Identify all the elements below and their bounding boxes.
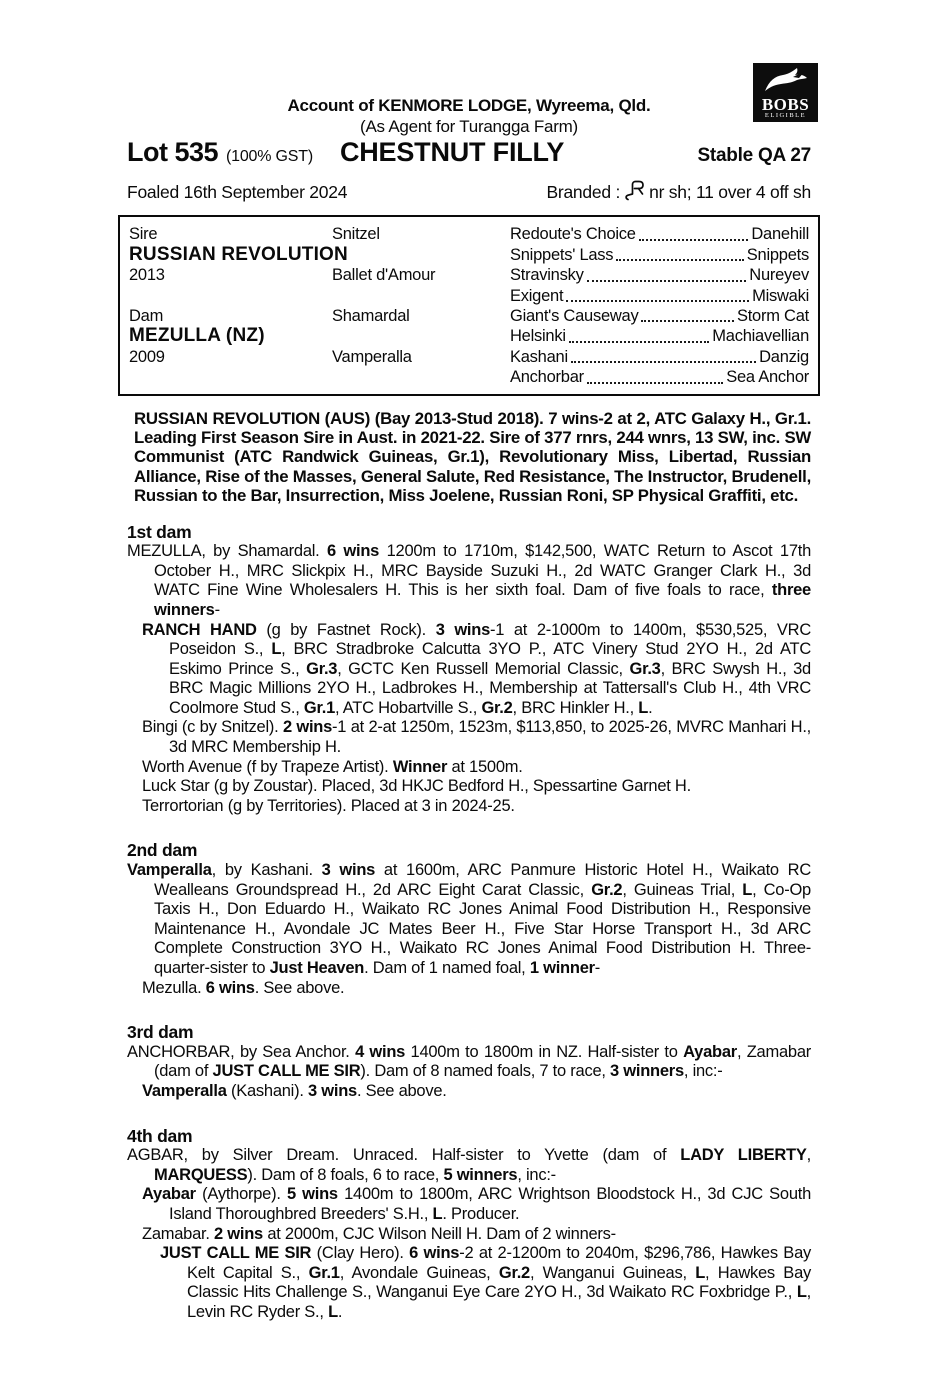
bold-text: 2 wins: [282, 718, 333, 737]
text: ,: [806, 1146, 811, 1165]
text: . Dam of 1 named foal,: [364, 959, 530, 977]
ancestor-name: Snippets' Lass: [510, 245, 614, 264]
text: MEZULLA, by Shamardal.: [127, 542, 327, 561]
dot-leader: [587, 363, 723, 383]
text: -: [214, 600, 220, 619]
pedigree-paragraph: [142, 777, 811, 797]
text: , Wanganui Guineas,: [529, 1263, 696, 1282]
dot-leader: [639, 220, 749, 240]
text: 1200m to 1710m, $142,500, WATC Return to Ascot 17th October H., MRC Slickpix H., MRC Bayside Suzuki H., 2d WATC Granger Clark H., 3d WATC Fine Wine Wholesalers H. This is her sixth foal. Dam of five foals to race,: [154, 542, 812, 600]
text: . See above.: [356, 1081, 447, 1100]
bold-text: Ayabar: [683, 1042, 737, 1061]
text: ). Dam of 8 named foals, 7 to race,: [360, 1062, 611, 1081]
text: , Co-Op Taxis H., Don Eduardo H., Waikato RC Jones Animal Food Distribution H., Responsive Maintenance H., Avondale JC Mates Beer H., Five Star Horse Transport H., 3d ARC Complete Construction 3YO H., Waikato RC Jones Animal Food Distribution H. Three-quarter-sister to: [154, 880, 811, 977]
bold-text: Gr.2: [591, 880, 623, 899]
text: Worth Avenue (f by Trapeze Artist).: [142, 757, 393, 776]
pedigree-paragraph: [127, 542, 811, 620]
ancestor-name: Kashani: [510, 347, 568, 366]
bold-text: 6 wins: [205, 978, 255, 997]
horse-description: CHESTNUT FILLY: [339, 137, 565, 168]
dot-leader: [616, 241, 743, 261]
text: , by Kashani.: [211, 861, 322, 880]
text: , inc:-: [683, 1062, 723, 1081]
text: , Zamabar (dam of: [154, 1042, 812, 1081]
bold-text: 4 wins: [355, 1042, 406, 1061]
pedigree-paragraph: [127, 1146, 811, 1185]
bold-text: L: [328, 1302, 338, 1321]
bold-text: Just Heaven: [269, 959, 365, 977]
bold-text: MARQUESS: [154, 1165, 248, 1184]
pedigree-table: [118, 215, 820, 395]
text: (Aythorpe).: [195, 1185, 287, 1204]
pedigree-gen2-cell: [332, 245, 510, 265]
bold-text: L: [271, 640, 282, 659]
ancestor-name: Redoute's Choice: [510, 225, 636, 244]
bold-text: JUST CALL ME SIR: [212, 1062, 361, 1081]
bold-text: three winners: [154, 581, 811, 619]
bold-text: L: [796, 1283, 807, 1302]
bobs-logo-title: BOBS: [761, 95, 810, 114]
pedigree-gen2-cell: Shamardal: [332, 306, 410, 325]
text: 1400m to 1800m, ARC Wrightson Bloodstock H., 3d CJC South Island Thoroughbred Breeders' S.H.,: [169, 1185, 812, 1223]
dot-leader: [641, 302, 734, 322]
brand-mark-icon: [625, 180, 644, 201]
bold-text: 2 wins: [214, 1224, 263, 1243]
pedigree-gen2-cell: Vamperalla: [332, 347, 412, 366]
text: (Kashani).: [226, 1081, 309, 1100]
bold-text: Vamperalla: [127, 861, 212, 880]
pedigree-gen1-cell: [129, 286, 332, 306]
text: , ATC Hobartville S.,: [335, 698, 482, 717]
ancestor-parent: Snippets: [746, 245, 809, 264]
foaled-branded-row: [127, 177, 811, 203]
ancestor-parent: Storm Cat: [736, 306, 809, 325]
text: Luck Star (g by Zoustar). Placed, 3d HKJC Bedford H., Spessartine Garnet H.: [142, 777, 691, 796]
text: , GCTC Ken Russell Memorial Classic,: [337, 659, 630, 678]
agent-line: (As Agent for Turangga Farm): [360, 116, 578, 136]
text: Bingi (c by Snitzel).: [142, 718, 283, 737]
bold-text: Gr.2: [498, 1263, 530, 1282]
bold-text: 5 winners: [443, 1165, 518, 1184]
bold-text: Winner: [392, 757, 448, 776]
dam-section-heading: 2nd dam: [127, 840, 198, 861]
bold-text: L: [695, 1263, 706, 1282]
ancestor-name: Giant's Causeway: [510, 306, 639, 325]
vendor-account-line: Account of KENMORE LODGE, Wyreema, Qld.: [287, 96, 651, 115]
pedigree-paragraph: [142, 1225, 811, 1245]
text: , BRC Hinkler H.,: [512, 698, 639, 717]
ancestor-parent: Danzig: [759, 347, 809, 366]
pedigree-paragraph: [142, 758, 811, 778]
bold-text: 6 wins: [409, 1244, 460, 1263]
text: Zamabar.: [142, 1224, 215, 1243]
text: -: [594, 959, 601, 977]
text: .: [337, 1302, 343, 1321]
text: at 1500m.: [447, 757, 523, 776]
text: Terrortorian (g by Territories). Placed at 3 in 2024-25.: [142, 796, 515, 815]
bold-text: 3 wins: [308, 1081, 357, 1100]
bold-text: Ayabar: [142, 1185, 196, 1204]
bold-text: 3 winners: [610, 1062, 684, 1081]
stable-number: Stable QA 27: [697, 145, 811, 167]
pedigree-paragraph: [127, 861, 811, 979]
text: . See above.: [254, 978, 345, 997]
pedigree-gen1-cell: 2013: [129, 266, 165, 285]
bold-text: 3 wins: [321, 861, 376, 880]
pedigree-paragraph: [142, 797, 811, 817]
bobs-logo-subtitle: ELIGIBLE: [764, 112, 807, 119]
ancestor-name: Stravinsky: [510, 266, 584, 285]
ancestor-parent: Sea Anchor: [726, 368, 809, 387]
bold-text: RANCH HAND: [142, 620, 257, 639]
lot-title-row: [127, 137, 811, 168]
pedigree-gen2-cell: Snitzel: [332, 225, 380, 244]
bold-text: 6 wins: [327, 542, 380, 561]
text: , Hawkes Bay Classic Hits Challenge S., Wanganui Eye Care 2YO H., 3d Waikato RC Foxbridge P.,: [187, 1263, 811, 1302]
pedigree-paragraph: [160, 1244, 811, 1322]
text: -2 at 2-1200m to 2040m, $296,786, Hawkes Bay Kelt Capital S.,: [187, 1244, 811, 1282]
bold-text: Vamperalla: [142, 1081, 227, 1100]
text: , BRC Swysh H., 3d BRC Magic Millions 2YO H., Ladbrokes H., Membership at Tattersall's Club H., 4th VRC Coolmore Stud S.,: [169, 659, 811, 717]
pedigree-sections: [127, 523, 811, 1323]
foaled-date: Foaled 16th September 2024: [127, 181, 348, 202]
bold-text: 5 wins: [286, 1185, 338, 1204]
dam-section-heading: 4th dam: [127, 1125, 193, 1146]
bold-text: Gr.1: [303, 698, 336, 717]
dot-leader: [587, 261, 747, 281]
bold-text: RUSSIAN REVOLUTION (AUS) (Bay 2013-Stud 2018). 7 wins-2 at 2, ATC Galaxy H., Gr.1. Leading First Season Sire in Aust. in 2021-22. Sire of 377 rnrs, 244 wnrs, 13 SW, inc. SW Communist (ATC Randwick Guineas, Gr.1), Revolutionary Miss, Libertad, Russian Alliance, Rise of the Masses, General Salute, Red Resistance, The Instructor, Brudenell, Russian to the Bar, Insurrection, Miss Joelene, Russian Roni, SP Physical Graffiti, etc.: [134, 408, 811, 506]
ancestor-parent: Danehill: [751, 225, 809, 244]
bold-text: Gr.3: [629, 659, 661, 678]
bold-text: L: [432, 1204, 443, 1223]
text: (Clay Hero).: [311, 1244, 410, 1263]
pedigree-paragraph: [142, 1082, 811, 1102]
ancestor-parent: Nureyev: [749, 266, 809, 285]
text: at 2000m, CJC Wilson Neill H. Dam of 2 winners-: [262, 1224, 616, 1243]
text: at 1600m, ARC Panmure Historic Hotel H., Waikato RC Wealleans Groundspread H., 2d ARC Eight Carat Classic,: [154, 861, 812, 899]
pedigree-gen2-cell: [332, 367, 510, 387]
ancestor-name: Exigent: [510, 286, 564, 305]
pedigree-gen2-cell: [332, 326, 510, 346]
bold-text: Gr.1: [308, 1263, 340, 1282]
text: . Producer.: [442, 1204, 520, 1223]
pedigree-gen1-cell: Sire: [129, 225, 158, 244]
bold-text: L: [638, 698, 649, 717]
text: , Levin RC Ryder S.,: [187, 1283, 811, 1321]
text: AGBAR, by Silver Dream. Unraced. Half-sister to Yvette (dam of: [127, 1146, 681, 1165]
pedigree-subject-name: MEZULLA (NZ): [129, 325, 265, 347]
text: 1400m to 1800m in NZ. Half-sister to: [405, 1042, 684, 1061]
dam-section-heading: 1st dam: [127, 521, 192, 542]
bobs-eligible-logo: [753, 63, 818, 122]
gst-note: (100% GST): [226, 148, 313, 166]
bold-text: 1 winner: [529, 959, 595, 977]
text: , inc:-: [517, 1165, 556, 1184]
bold-text: LADY LIBERTY: [680, 1146, 807, 1165]
pedigree-paragraph: [142, 1185, 811, 1224]
lot-number: Lot 535: [127, 137, 219, 168]
pedigree-paragraph: [142, 979, 811, 999]
text: ). Dam of 8 foals, 6 to race,: [247, 1165, 444, 1184]
text: -1 at 2-1000m to 1400m, $530,525, VRC Poseidon S.,: [169, 620, 811, 659]
pedigree-paragraph: [127, 1043, 811, 1082]
pedigree-paragraph: [142, 718, 811, 757]
pedigree-paragraph: [142, 621, 811, 719]
pedigree-row: [129, 367, 809, 387]
bold-text: JUST CALL ME SIR: [160, 1244, 312, 1263]
pedigree-subject-name: RUSSIAN REVOLUTION: [129, 243, 348, 265]
pedigree-gen1-cell: Dam: [129, 306, 164, 325]
ancestor-parent: Machiavellian: [712, 327, 809, 346]
pedigree-gen1-cell: 2009: [129, 347, 165, 366]
ancestor-parent: Miswaki: [752, 286, 809, 305]
text: .: [648, 698, 653, 717]
pedigree-gen3-cell: [510, 367, 809, 387]
sire-summary: [127, 409, 811, 506]
pedigree-gen2-cell: Ballet d'Amour: [332, 266, 436, 285]
dam-section-heading: 3rd dam: [127, 1022, 194, 1043]
bold-text: Gr.3: [306, 659, 338, 678]
pedigree-gen2-cell: [332, 286, 510, 306]
bold-text: 3 wins: [435, 620, 490, 639]
text: Mezulla.: [142, 978, 206, 997]
pedigree-gen1-cell: [129, 367, 332, 387]
text: , Avondale Guineas,: [339, 1263, 499, 1282]
text: , BRC Stradbroke Calcutta 3YO P., ATC Vinery Stud 2YO H., 2d ATC Eskimo Prince S.,: [169, 640, 811, 678]
branded-info: [546, 177, 811, 203]
dot-leader: [569, 322, 710, 342]
text: (g by Fastnet Rock).: [256, 620, 436, 639]
horse-head-icon: [763, 67, 808, 93]
ancestor-name: Helsinki: [510, 327, 566, 346]
branded-label: Branded :: [546, 181, 621, 202]
text: , Guineas Trial,: [622, 880, 743, 899]
branded-text: nr sh; 11 over 4 off sh: [649, 181, 811, 202]
dot-leader: [566, 282, 749, 302]
text: -1 at 2-at 1250m, 1523m, $113,850, to 2025-26, MVRC Manhari H., 3d MRC Membership H.: [169, 718, 811, 757]
bold-text: L: [742, 880, 753, 899]
ancestor-name: Anchorbar: [510, 368, 584, 387]
bold-text: Gr.2: [481, 698, 513, 717]
dot-leader: [571, 343, 756, 363]
text: ANCHORBAR, by Sea Anchor.: [127, 1042, 356, 1061]
